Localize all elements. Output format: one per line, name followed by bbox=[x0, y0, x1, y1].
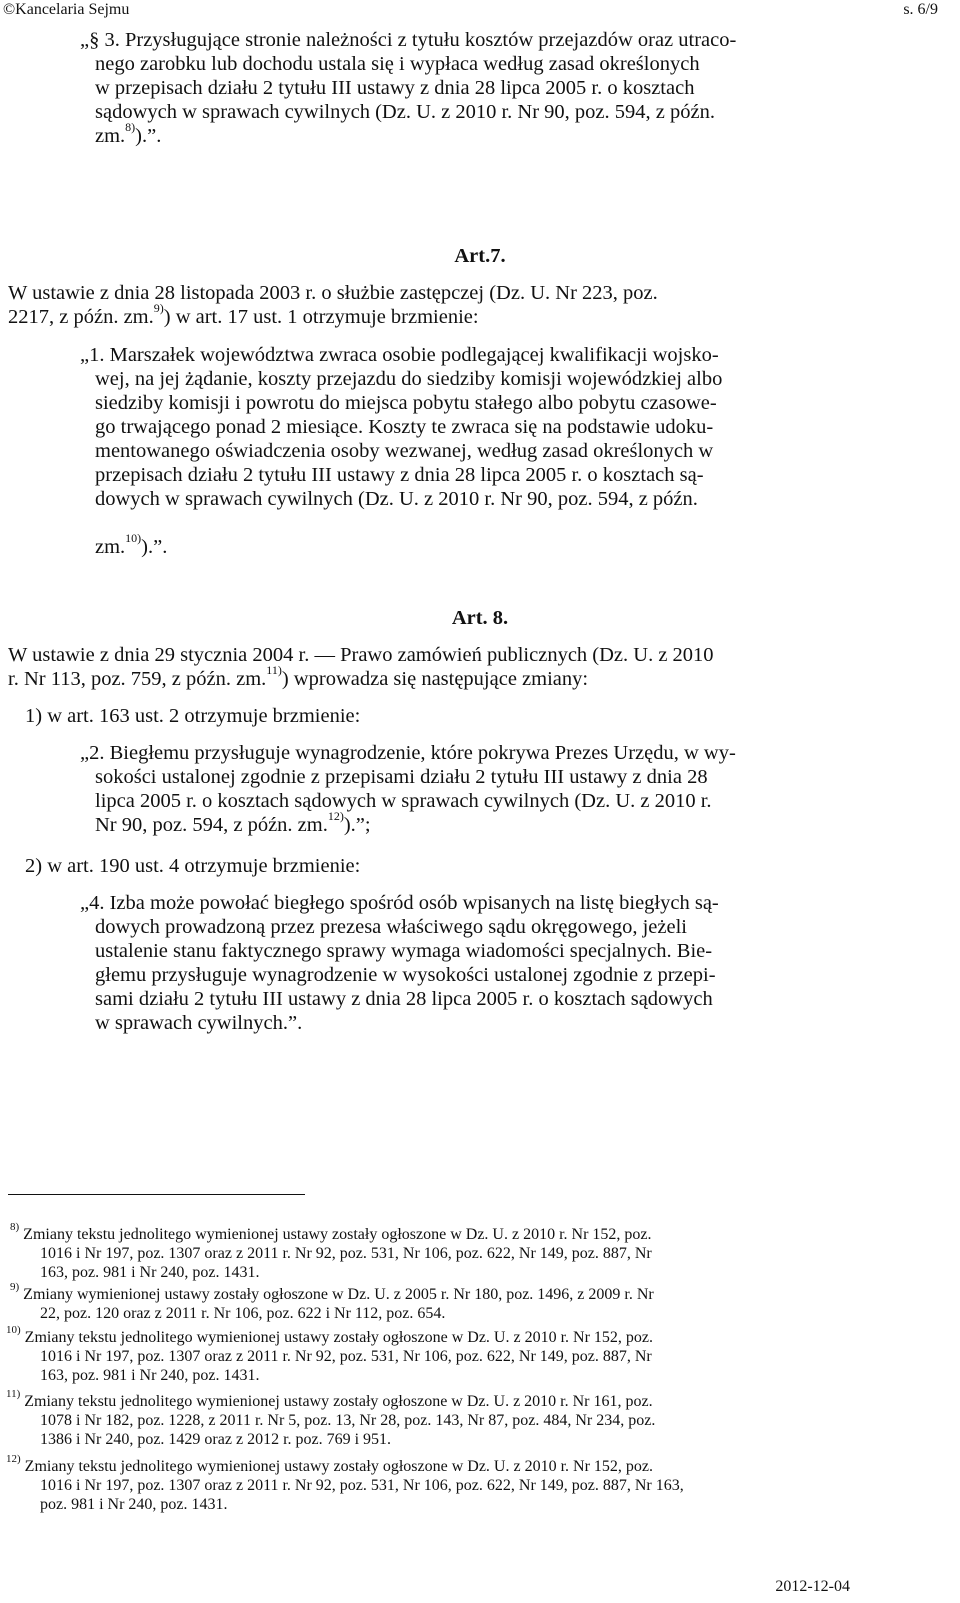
art8-item-2: 2) w art. 190 ust. 4 otrzymuje brzmienie: bbox=[25, 855, 361, 877]
footnote-ref-10: 10) bbox=[125, 531, 142, 546]
art8-item1-line-1: „2. Biegłemu przysługuje wynagrodzenie, które pokrywa Prezes Urzędu, w wy- bbox=[80, 742, 736, 764]
footnote-mark: 12) bbox=[6, 1452, 21, 1465]
footnote-8: $^{8)}$ Zmiany tekstu jednolitego wymienionej ustawy zostały ogłoszone w Dz. U. z 2010 r. Nr 152, poz. bbox=[10, 1220, 652, 1243]
art7-para-line-9: zm.$^{10)}$).”. bbox=[95, 531, 168, 558]
footnote-ref-11: 11) bbox=[266, 663, 282, 678]
footnote-12-line-2: 1016 i Nr 197, poz. 1307 oraz z 2011 r. Nr 92, poz. 531, Nr 106, poz. 622, Nr 149, poz. 887, Nr 163, bbox=[40, 1477, 684, 1494]
art7-intro-line-2: 2217, z późn. zm.$^{9)}$) w art. 17 ust. 1 otrzymuje brzmienie: bbox=[8, 301, 479, 328]
footnote-11-line-2: 1078 i Nr 182, poz. 1228, z 2011 r. Nr 5, poz. 13, Nr 28, poz. 143, Nr 87, poz. 484, Nr 234, poz. bbox=[40, 1412, 656, 1429]
sec1-line-5: zm.$^{8)}$).”. bbox=[95, 120, 162, 147]
footnote-10-line-3: 163, poz. 981 i Nr 240, poz. 1431. bbox=[40, 1367, 260, 1384]
footnote-12-line-3: poz. 981 i Nr 240, poz. 1431. bbox=[40, 1496, 228, 1513]
footnote-12: $^{12)}$ Zmiany tekstu jednolitego wymienionej ustawy zostały ogłoszone w Dz. U. z 2010 r. Nr 152, poz. bbox=[6, 1452, 653, 1475]
art8-intro-line-2: r. Nr 113, poz. 759, z późn. zm.$^{11)}$) wprowadza się następujące zmiany: bbox=[8, 663, 589, 690]
footnote-10-line-2: 1016 i Nr 197, poz. 1307 oraz z 2011 r. Nr 92, poz. 531, Nr 106, poz. 622, Nr 149, poz. 887, Nr bbox=[40, 1348, 652, 1365]
art7-intro-line-1: W ustawie z dnia 28 listopada 2003 r. o służbie zastępczej (Dz. U. Nr 223, poz. bbox=[8, 282, 658, 304]
footnote-mark: 9) bbox=[10, 1280, 20, 1293]
footnote-11: $^{11)}$ Zmiany tekstu jednolitego wymienionej ustawy zostały ogłoszone w Dz. U. z 2010 r. Nr 161, poz. bbox=[6, 1387, 653, 1410]
art8-intro-line-1: W ustawie z dnia 29 stycznia 2004 r. — Prawo zamówień publicznych (Dz. U. z 2010 bbox=[8, 644, 714, 666]
sec1-line-3: w przepisach działu 2 tytułu III ustawy z dnia 28 lipca 2005 r. o kosztach bbox=[95, 77, 695, 99]
art7-para-line-5: mentowanego oświadczenia osoby wezwanej, według zasad określonych w bbox=[95, 440, 714, 462]
footnote-separator bbox=[8, 1194, 305, 1195]
footnote-9: $^{9)}$ Zmiany wymienionej ustawy zostały ogłoszone w Dz. U. z 2005 r. Nr 180, poz. 1496, z 2009 r. Nr bbox=[10, 1280, 654, 1303]
art7-para-line-3: siedziby komisji i powrotu do miejsca pobytu stałego albo pobytu czasowe- bbox=[95, 392, 717, 414]
art8-item2-line-4: głemu przysługuje wynagrodzenie w wysokości ustalonej zgodnie z przepi- bbox=[95, 964, 716, 986]
art7-para-line-6: przepisach działu 2 tytułu III ustawy z dnia 28 lipca 2005 r. o kosztach są- bbox=[95, 464, 704, 486]
footnote-8-line-3: 163, poz. 981 i Nr 240, poz. 1431. bbox=[40, 1264, 260, 1281]
art8-item-1: 1) w art. 163 ust. 2 otrzymuje brzmienie: bbox=[25, 705, 361, 727]
sec1-line-1: „§ 3. Przysługujące stronie należności z tytułu kosztów przejazdów oraz utraco- bbox=[80, 29, 737, 51]
art8-item1-line-2: sokości ustalonej zgodnie z przepisami działu 2 tytułu III ustawy z dnia 28 bbox=[95, 766, 708, 788]
art8-item2-line-6: w sprawach cywilnych.”. bbox=[95, 1012, 303, 1034]
art7-title: Art.7. bbox=[454, 245, 506, 267]
art7-para-line-4: go trwającego ponad 2 miesiące. Koszty te zwraca się na podstawie udoku- bbox=[95, 416, 714, 438]
art8-title: Art. 8. bbox=[451, 607, 509, 629]
art8-item1-line-3: lipca 2005 r. o kosztach sądowych w sprawach cywilnych (Dz. U. z 2010 r. bbox=[95, 790, 712, 812]
art8-item2-line-5: sami działu 2 tytułu III ustawy z dnia 28 lipca 2005 r. o kosztach sądowych bbox=[95, 988, 713, 1010]
footnote-mark: 10) bbox=[6, 1323, 21, 1336]
footnote-mark: 11) bbox=[6, 1387, 21, 1400]
footnote-ref-9: 9) bbox=[153, 301, 164, 316]
art7-para-line-1: „1. Marszałek województwa zwraca osobie podlegającej kwalifikacji wojsko- bbox=[80, 344, 719, 366]
footer-date: 2012-12-04 bbox=[775, 1578, 850, 1595]
sec1-line-4: sądowych w sprawach cywilnych (Dz. U. z 2010 r. Nr 90, poz. 594, z późn. bbox=[95, 101, 715, 123]
footnote-8-line-2: 1016 i Nr 197, poz. 1307 oraz z 2011 r. Nr 92, poz. 531, Nr 106, poz. 622, Nr 149, poz. 887, Nr bbox=[40, 1245, 652, 1262]
art8-item2-line-1: „4. Izba może powołać biegłego spośród osób wpisanych na listę biegłych są- bbox=[80, 892, 719, 914]
header-source: ©Kancelaria Sejmu bbox=[3, 1, 130, 18]
footnote-ref-8: 8) bbox=[125, 120, 136, 135]
footnote-11-line-3: 1386 i Nr 240, poz. 1429 oraz z 2012 r. poz. 769 i 951. bbox=[40, 1431, 392, 1448]
footnote-10: $^{10)}$ Zmiany tekstu jednolitego wymienionej ustawy zostały ogłoszone w Dz. U. z 2010 r. Nr 152, poz. bbox=[6, 1323, 653, 1346]
footnote-ref-12: 12) bbox=[327, 809, 344, 824]
footnote-mark: 8) bbox=[10, 1220, 20, 1233]
art8-item1-line-4: Nr 90, poz. 594, z późn. zm.$^{12)}$).”; bbox=[95, 809, 371, 836]
header-page-number: s. 6/9 bbox=[903, 1, 938, 18]
footnote-9-line-2: 22, poz. 120 oraz z 2011 r. Nr 106, poz. 622 i Nr 112, poz. 654. bbox=[40, 1305, 446, 1322]
sec1-line-2: nego zarobku lub dochodu ustala się i wypłaca według zasad określonych bbox=[95, 53, 700, 75]
art7-para-line-7: dowych w sprawach cywilnych (Dz. U. z 2010 r. Nr 90, poz. 594, z późn. bbox=[95, 488, 698, 510]
art8-item2-line-2: dowych prowadzoną przez prezesa właściwego sądu okręgowego, jeżeli bbox=[95, 916, 687, 938]
art8-item2-line-3: ustalenie stanu faktycznego sprawy wymaga wiadomości specjalnych. Bie- bbox=[95, 940, 713, 962]
art7-para-line-2: wej, na jej żądanie, koszty przejazdu do siedziby komisji wojewódzkiej albo bbox=[95, 368, 723, 390]
